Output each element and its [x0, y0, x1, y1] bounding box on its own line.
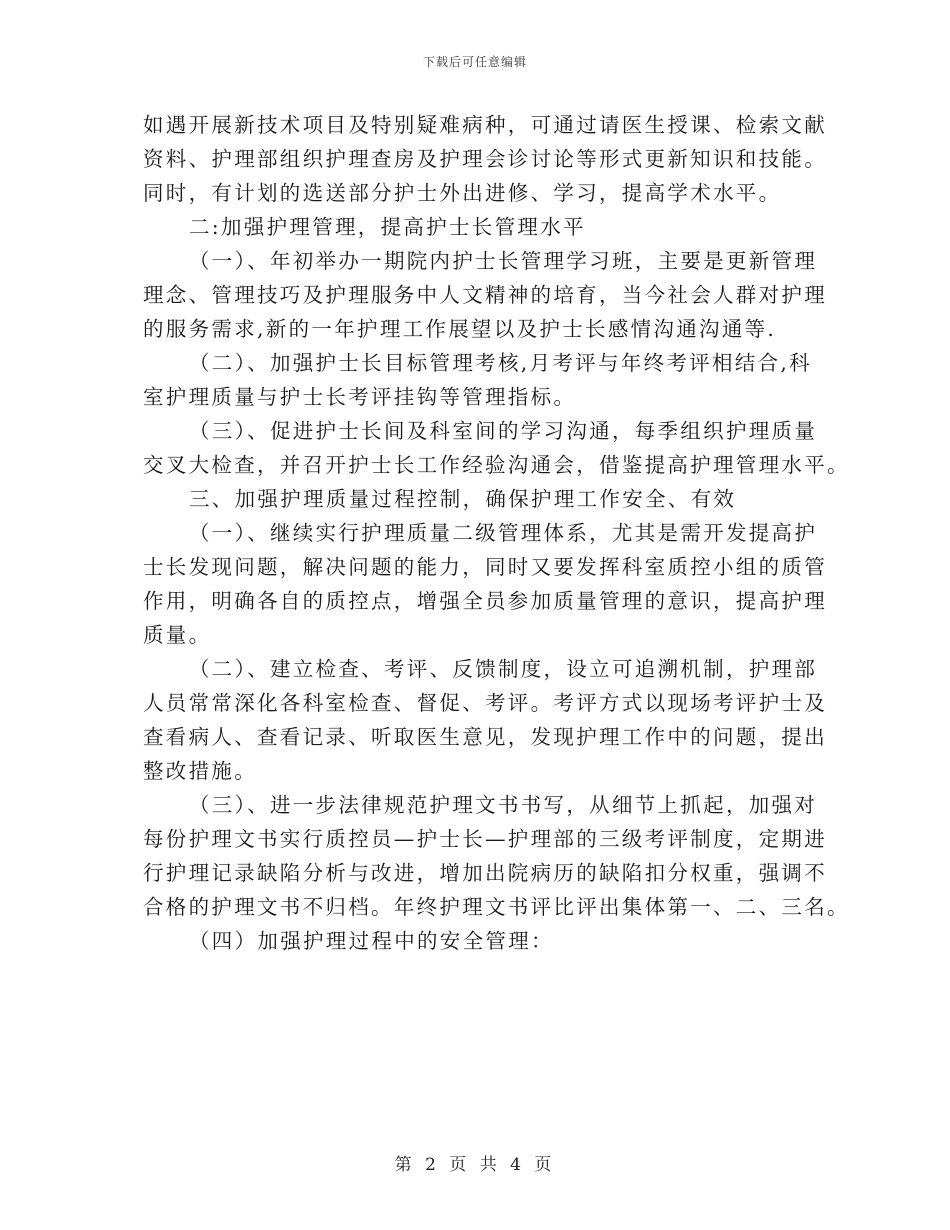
document-body: [143, 108, 850, 958]
body-line: （三）、进一步法律规范护理文书书写，从细节上抓起，加强对: [189, 793, 818, 817]
body-line: 资料、护理部组织护理查房及护理会诊讨论等形式更新知识和技能。: [143, 147, 827, 171]
section-heading: 二:加强护理管理，提高护士长管理水平: [189, 215, 586, 239]
page-number: 第 2 页 共 4 页: [394, 1155, 556, 1175]
body-line: （二）、建立检查、考评、反馈制度，设立可追溯机制，护理部: [189, 657, 818, 681]
body-line: 人员常常深化各科室检查、督促、考评。考评方式以现场考评护士及: [143, 691, 827, 715]
body-line: （一）、年初举办一期院内护士长管理学习班，主要是更新管理: [189, 249, 818, 273]
section-heading: 三、加强护理质量过程控制，确保护理工作安全、有效: [189, 487, 737, 511]
body-line: 的服务需求,新的一年护理工作展望以及护士长感情沟通沟通等.: [143, 317, 777, 341]
body-line: （四）加强护理过程中的安全管理：: [189, 929, 554, 953]
body-line: 如遇开展新技术项目及特别疑难病种，可通过请医生授课、检索文献: [143, 113, 827, 137]
body-line: 士长发现问题，解决问题的能力，同时又要发挥科室质控小组的质管: [143, 555, 827, 579]
body-line: 每份护理文书实行质控员—护士长—护理部的三级考评制度，定期进: [143, 827, 827, 851]
body-line: 室护理质量与护士长考评挂钩等管理指标。: [143, 385, 577, 409]
body-line: 查看病人、查看记录、听取医生意见，发现护理工作中的问题，提出: [143, 725, 827, 749]
body-line: 同时，有计划的选送部分护士外出进修、学习，提高学术水平。: [143, 181, 782, 205]
page-header-note: 下载后可任意编辑: [422, 55, 527, 69]
body-line: 理念、管理技巧及护理服务中人文精神的培育，当今社会人群对护理: [143, 283, 827, 307]
body-line: （一）、继续实行护理质量二级管理体系，尤其是需开发提高护: [189, 521, 818, 545]
body-line: （三）、促进护士长间及科室间的学习沟通，每季组织护理质量: [189, 419, 818, 443]
body-line: 作用，明确各自的质控点，增强全员参加质量管理的意识，提高护理: [143, 589, 827, 613]
body-line: 合格的护理文书不归档。年终护理文书评比评出集体第一、二、三名。: [143, 895, 850, 919]
body-line: 整改措施。: [143, 759, 257, 783]
body-line: 质量。: [143, 623, 212, 647]
body-line: 行护理记录缺陷分析与改进，增加出院病历的缺陷扣分权重，强调不: [143, 861, 827, 885]
body-line: （二）、加强护士长目标管理考核,月考评与年终考评相结合,科: [189, 351, 812, 375]
body-line: 交叉大检查，并召开护士长工作经验沟通会，借鉴提高护理管理水平。: [143, 453, 850, 477]
